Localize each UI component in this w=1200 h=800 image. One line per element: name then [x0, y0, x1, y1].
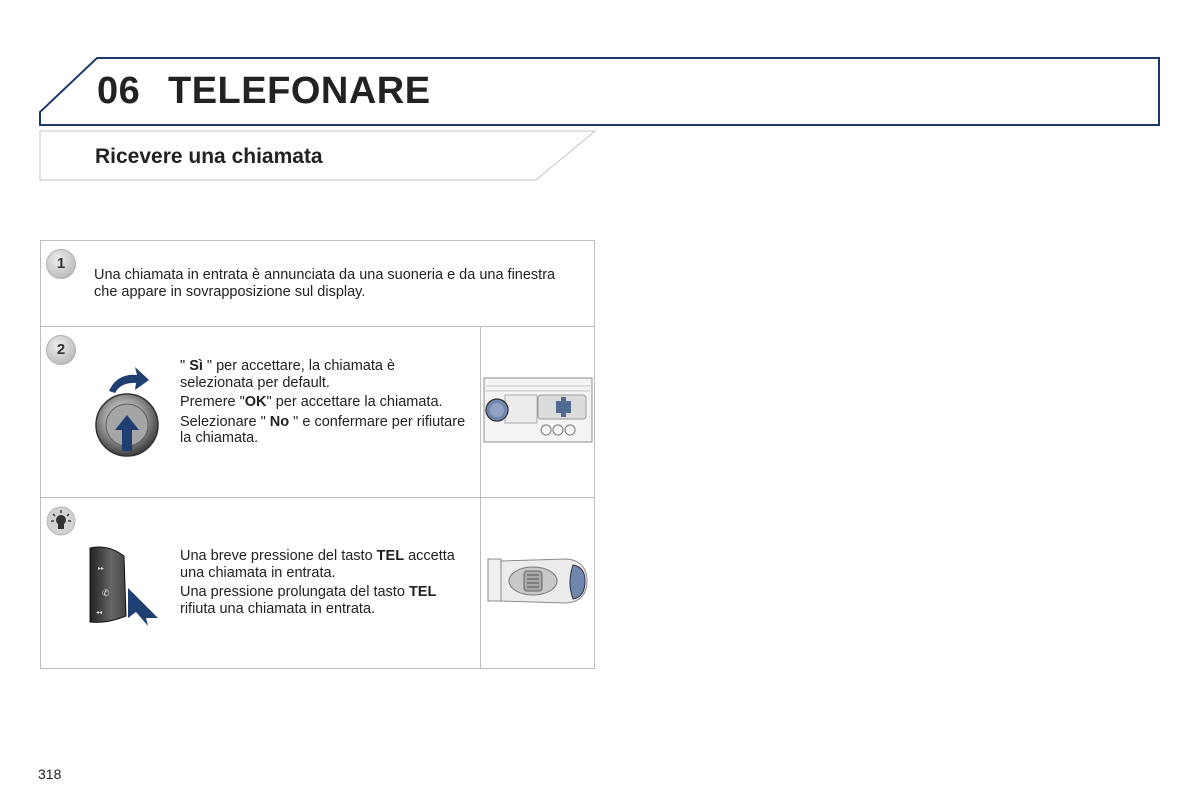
step-row-3 — [41, 498, 594, 668]
step-3-line-1: Una breve pressione del tasto TEL accetta una chiamata in entrata. — [180, 548, 455, 581]
radio-panel-image — [483, 377, 593, 445]
step-2-text — [180, 358, 472, 450]
svg-text:◂◂: ◂◂ — [96, 609, 103, 616]
step-2-line-3: Selezionare " No " e confermare per rifiutare la chiamata. — [180, 413, 466, 446]
step-2-line-1: " Sì " per accettare, la chiamata è selezionata per default. — [180, 358, 396, 391]
section-title: Ricevere una chiamata — [95, 145, 323, 168]
lightbulb-tip-icon — [46, 506, 76, 536]
step-3-line-2: Una pressione prolungata del tasto TEL rifiuta una chiamata in entrata. — [180, 584, 437, 617]
step-3-photo-cell — [480, 498, 594, 668]
svg-text:✆: ✆ — [102, 589, 110, 599]
step-3-text — [180, 548, 472, 620]
step-1-text: Una chiamata in entrata è annunciata da una suoneria e da una finestra che appare in sovrapposizione sul display. — [94, 267, 556, 300]
chapter-number: 06 — [97, 70, 141, 112]
steering-stalk-image — [487, 553, 591, 609]
steering-stalk-tel-icon — [88, 544, 162, 626]
page-number: 318 — [38, 766, 62, 782]
step-2-photo-cell — [480, 327, 594, 497]
rotary-knob-push-icon — [91, 363, 163, 463]
step-row-1 — [41, 241, 594, 327]
step-badge-1: 1 — [46, 249, 76, 279]
steps-table — [40, 240, 595, 669]
step-row-2 — [41, 327, 594, 498]
step-2-line-2: Premere "OK" per accettare la chiamata. — [180, 394, 443, 410]
chapter-title: TELEFONARE — [168, 70, 431, 112]
svg-text:▸▸: ▸▸ — [98, 565, 105, 572]
step-badge-2: 2 — [46, 335, 76, 365]
